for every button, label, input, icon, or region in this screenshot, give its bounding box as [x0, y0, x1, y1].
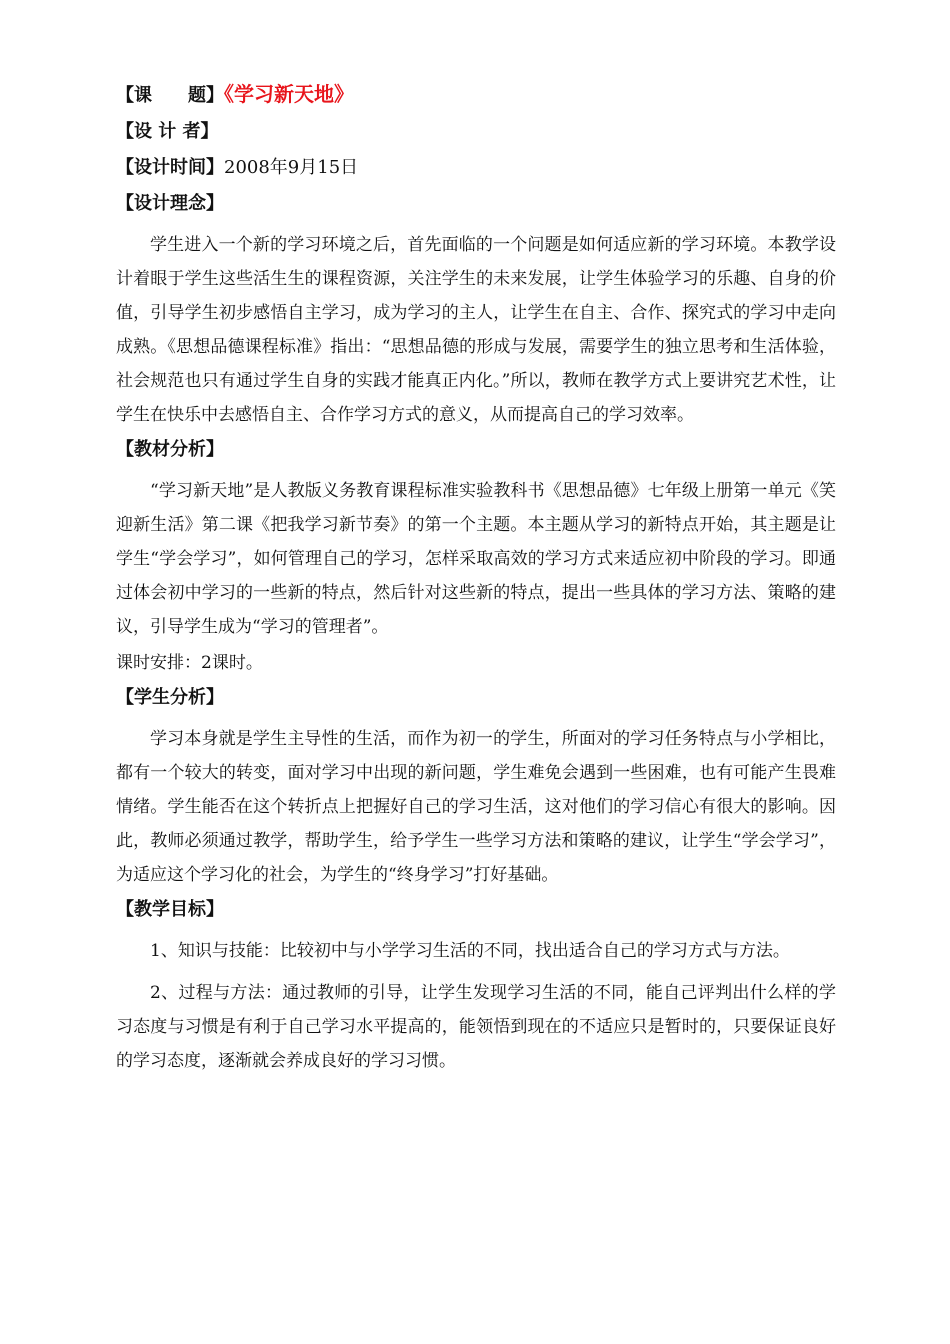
document-page: [116, 82, 836, 1080]
topic-label: 【课 题】: [116, 85, 224, 106]
design-time-value: 2008年9月15日: [224, 157, 359, 178]
topic-title: 《学习新天地》: [224, 82, 354, 106]
design-time-label: 【设计时间】: [116, 157, 224, 178]
design-time-line: [116, 156, 836, 180]
goal-item: 1、知识与技能：比较初中与小学学习生活的不同，找出适合自己的学习方式与方法。: [150, 941, 790, 961]
textbook-analysis-heading: 【教材分析】: [116, 439, 224, 460]
designer-line: [116, 120, 836, 144]
textbook-analysis-paragraph: “学习新天地”是人教版义务教育课程标准实验教科书《思想品德》七年级上册第一单元《笑迎新生活》第二课《把我学习新节奏》的第一个主题。本主题从学习的新特点开始，其主题是让学生“学会学习”，如何管理自己的学习，怎样采取高效的学习方式来适应初中阶段的学习。即通过体会初中学习的一些新的特点，然后针对这些新的特点，提出一些具体的学习方法、策略的建议，引导学生成为“学习的管理者”。: [116, 481, 836, 637]
designer-label: 【设 计 者】: [116, 121, 219, 142]
goal-item: 2、过程与方法：通过教师的引导，让学生发现学习生活的不同，能自己评判出什么样的学习态度与习惯是有利于自己学习水平提高的，能领悟到现在的不适应只是暂时的，只要保证良好的学习态度，逐渐就会养成良好的学习习惯。: [116, 983, 836, 1071]
student-analysis-heading: 【学生分析】: [116, 687, 224, 708]
topic-line: [116, 82, 836, 108]
teaching-goals-heading: 【教学目标】: [116, 899, 224, 920]
concept-paragraph: 学生进入一个新的学习环境之后，首先面临的一个问题是如何适应新的学习环境。本教学设计着眼于学生这些活生生的课程资源，关注学生的未来发展，让学生体验学习的乐趣、自身的价值，引导学生初步感悟自主学习，成为学习的主人，让学生在自主、合作、探究式的学习中走向成熟。《思想品德课程标准》指出：“思想品德的形成与发展，需要学生的独立思考和生活体验，社会规范也只有通过学生自身的实践才能真正内化。”所以，教师在教学方式上要讲究艺术性，让学生在快乐中去感悟自主、合作学习方式的意义，从而提高自己的学习效率。: [116, 235, 836, 425]
class-hour-schedule: 课时安排：2课时。: [116, 653, 263, 673]
student-analysis-paragraph: 学习本身就是学生主导性的生活，而作为初一的学生，所面对的学习任务特点与小学相比，都有一个较大的转变，面对学习中出现的新问题，学生难免会遇到一些困难，也有可能产生畏难情绪。学生能否在这个转折点上把握好自己的学习生活，这对他们的学习信心有很大的影响。因此，教师必须通过教学，帮助学生，给予学生一些学习方法和策略的建议，让学生“学会学习”，为适应这个学习化的社会，为学生的“终身学习”打好基础。: [116, 729, 836, 885]
concept-heading: 【设计理念】: [116, 193, 224, 214]
